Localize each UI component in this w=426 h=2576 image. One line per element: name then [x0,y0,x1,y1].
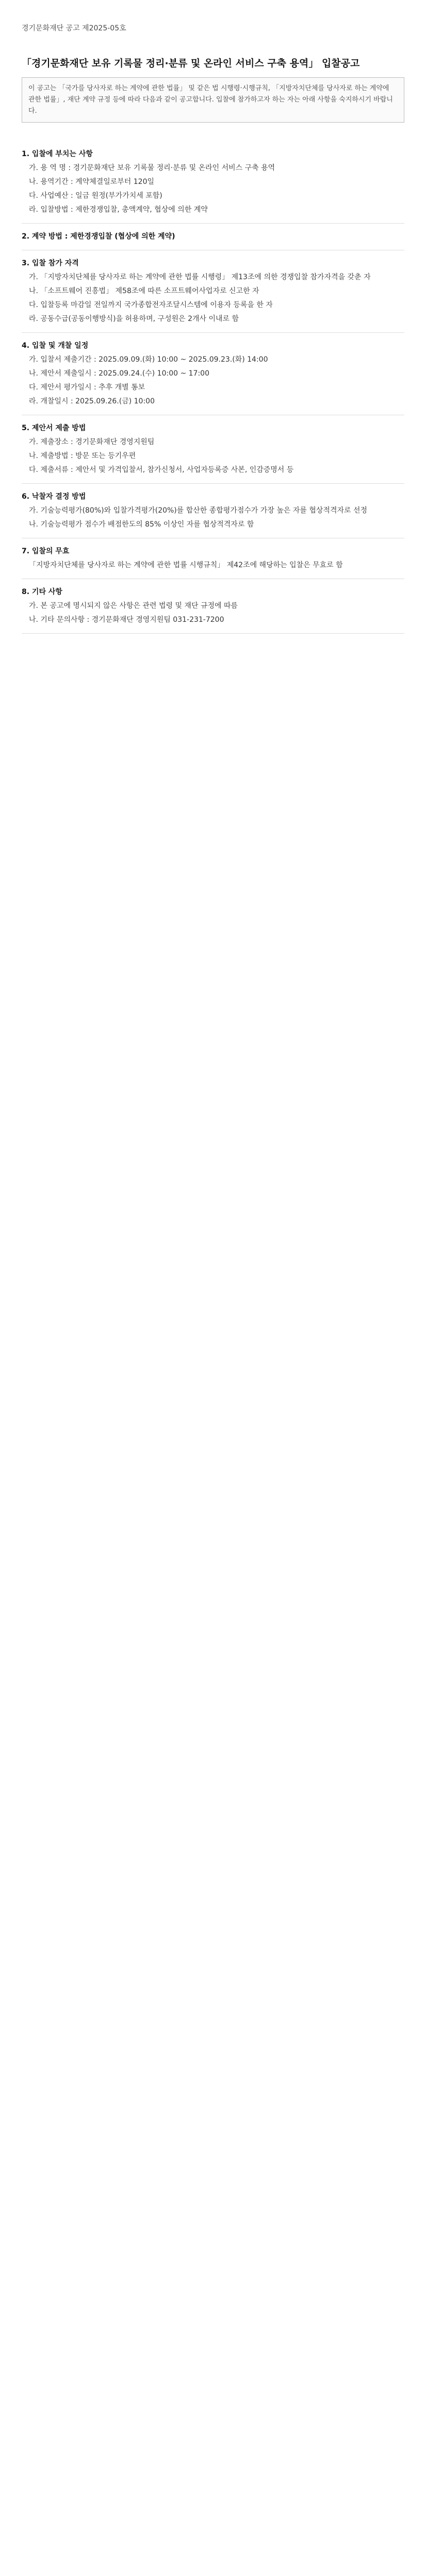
section-heading: 5. 제안서 제출 방법 [22,424,86,432]
section-item: 「지방자치단체를 당사자로 하는 계약에 관한 법률 시행규칙」 제42조에 해당하는 입찰은 무효로 함 [29,561,343,569]
section-item: 가. 본 공고에 명시되지 않은 사항은 관련 법령 및 재단 규정에 따름 [29,602,238,610]
sections-container [22,144,404,640]
section-item: 다. 입찰등록 마감일 전일까지 국가종합전자조달시스템에 이용자 등록을 한 자 [29,301,273,309]
section-item: 다. 제출서류 : 제안서 및 가격입찰서, 참가신청서, 사업자등록증 사본, 인감증명서 등 [29,466,294,474]
section-item: 나. 「소프트웨어 진흥법」 제58조에 따른 소프트웨어사업자로 신고한 자 [29,287,259,295]
section-item: 나. 기술능력평가 점수가 배점한도의 85% 이상인 자를 협상적격자로 함 [29,520,254,529]
notice-number: 경기문화재단 공고 제2025-05호 [22,24,126,32]
section-heading: 7. 입찰의 무효 [22,547,70,555]
section-heading: 8. 기타 사항 [22,588,62,596]
section-divider [22,483,404,484]
intro-box: 이 공고는 「국가를 당사자로 하는 계약에 관한 법률」 및 같은 법 시행령·시행규칙, 「지방자치단체를 당사자로 하는 계약에 관한 법률」, 재단 계약 규정 등에 따라 다음과 같이 공고합니다. 입찰에 참가하고자 하는 자는 아래 사항을 숙지하시기 바랍니다. [22,77,404,123]
section-item: 라. 공동수급(공동이행방식)을 허용하며, 구성원은 2개사 이내로 함 [29,315,239,323]
section-item: 가. 입찰서 제출기간 : 2025.09.09.(화) 10:00 ~ 2025.09.23.(화) 14:00 [29,355,268,364]
section-item: 나. 용역기간 : 계약체결일로부터 120일 [29,178,155,186]
section-item: 라. 개찰일시 : 2025.09.26.(금) 10:00 [29,397,155,405]
section-heading: 6. 낙찰자 결정 방법 [22,493,86,501]
section-item: 가. 용 역 명 : 경기문화재단 보유 기록물 정리·분류 및 온라인 서비스 구축 용역 [29,164,275,172]
section-item: 다. 제안서 평가일시 : 추후 개별 통보 [29,383,145,392]
notice-title: 「경기문화재단 보유 기록물 정리·분류 및 온라인 서비스 구축 용역」 입찰공고 [22,58,360,69]
section-item: 나. 기타 문의사항 : 경기문화재단 경영지원팀 031-231-7200 [29,616,224,624]
section-item: 나. 제안서 제출일시 : 2025.09.24.(수) 10:00 ~ 17:00 [29,369,209,378]
section-heading: 4. 입찰 및 개찰 일정 [22,342,89,350]
section-item: 나. 제출방법 : 방문 또는 등기우편 [29,452,136,460]
section-heading: 2. 계약 방법 : 제한경쟁입찰 (협상에 의한 계약) [22,232,175,241]
section-divider [22,332,404,333]
section-item: 가. 「지방자치단체를 당사자로 하는 계약에 관한 법률 시행령」 제13조에 의한 경쟁입찰 참가자격을 갖춘 자 [29,273,371,281]
section-item: 가. 제출장소 : 경기문화재단 경영지원팀 [29,438,155,446]
title-block [22,56,404,71]
section-divider [22,223,404,224]
section-heading: 3. 입찰 참가 자격 [22,259,79,267]
section-item: 가. 기술능력평가(80%)와 입찰가격평가(20%)를 합산한 종합평가점수가 가장 높은 자를 협상적격자로 선정 [29,506,368,515]
section-heading: 1. 입찰에 부치는 사항 [22,150,93,158]
section-item: 라. 입찰방법 : 제한경쟁입찰, 총액계약, 협상에 의한 계약 [29,206,208,214]
section-divider [22,633,404,634]
section-item: 다. 사업예산 : 일금 원정(부가가치세 포함) [29,192,162,200]
